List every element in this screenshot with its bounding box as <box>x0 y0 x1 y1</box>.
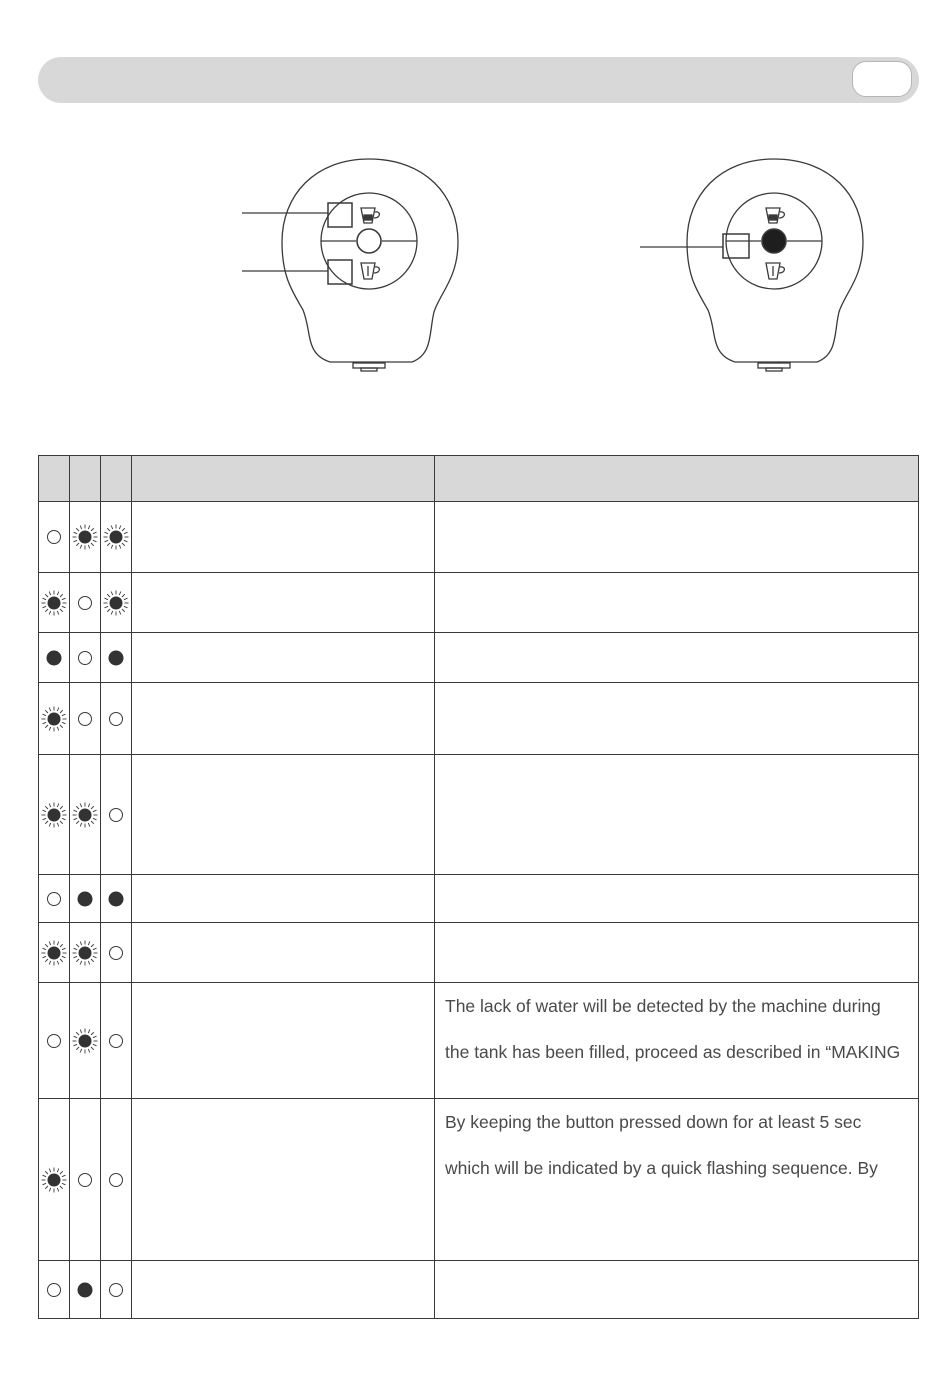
led-flash-icon <box>41 590 67 616</box>
led-off-icon <box>41 1028 67 1054</box>
led-status-table <box>38 455 919 1319</box>
description-cell <box>435 923 919 983</box>
led-on-icon <box>41 645 67 671</box>
led-cell <box>39 683 70 755</box>
table-header-row <box>39 456 919 502</box>
led-flash-icon <box>41 940 67 966</box>
description-cell <box>435 502 919 573</box>
led-off-icon <box>41 524 67 550</box>
led-cell <box>70 1099 101 1261</box>
led-off-icon <box>72 1167 98 1193</box>
state-cell <box>132 1099 435 1261</box>
description-cell <box>435 683 919 755</box>
led-cell <box>101 683 132 755</box>
led-flash-icon <box>103 590 129 616</box>
header-led-1 <box>39 456 70 502</box>
description-line: the tank has been filled, proceed as described in “MAKING <box>445 1042 901 1062</box>
control-panel-diagram-left <box>235 150 475 380</box>
led-cell <box>70 573 101 633</box>
led-off-icon <box>103 940 129 966</box>
led-cell <box>70 923 101 983</box>
header-description <box>435 456 919 502</box>
led-off-icon <box>103 706 129 732</box>
table-row <box>39 1099 919 1261</box>
state-cell <box>132 502 435 573</box>
led-flash-icon <box>72 524 98 550</box>
state-cell <box>132 755 435 875</box>
led-cell <box>70 502 101 573</box>
led-cell <box>101 502 132 573</box>
state-cell <box>132 633 435 683</box>
table-row <box>39 923 919 983</box>
led-off-icon <box>103 1277 129 1303</box>
state-cell <box>132 683 435 755</box>
led-cell <box>101 573 132 633</box>
led-cell <box>70 633 101 683</box>
espresso-cup-icon <box>361 208 379 223</box>
led-cell <box>70 683 101 755</box>
led-off-icon <box>72 706 98 732</box>
led-cell <box>39 755 70 875</box>
led-on-icon <box>103 886 129 912</box>
led-off-icon <box>103 1167 129 1193</box>
led-cell <box>70 875 101 923</box>
led-off-icon <box>72 590 98 616</box>
description-cell <box>435 875 919 923</box>
led-flash-icon <box>41 1167 67 1193</box>
led-cell <box>39 1099 70 1261</box>
table-row <box>39 875 919 923</box>
led-cell <box>39 1261 70 1319</box>
led-flash-icon <box>41 802 67 828</box>
led-cell <box>70 1261 101 1319</box>
led-off-icon <box>41 1277 67 1303</box>
led-cell <box>39 923 70 983</box>
led-off-icon <box>41 886 67 912</box>
led-cell <box>101 875 132 923</box>
header-led-2 <box>70 456 101 502</box>
table-row <box>39 1261 919 1319</box>
led-cell <box>39 573 70 633</box>
led-cell <box>70 755 101 875</box>
led-cell <box>101 983 132 1099</box>
led-cell <box>101 1261 132 1319</box>
state-cell <box>132 1261 435 1319</box>
table-row <box>39 502 919 573</box>
led-cell <box>101 1099 132 1261</box>
header-led-3 <box>101 456 132 502</box>
state-cell <box>132 573 435 633</box>
state-cell <box>132 923 435 983</box>
led-cell <box>101 633 132 683</box>
led-off-icon <box>103 1028 129 1054</box>
led-cell <box>70 983 101 1099</box>
state-cell <box>132 983 435 1099</box>
header-state <box>132 456 435 502</box>
description-cell <box>435 633 919 683</box>
description-cell <box>435 573 919 633</box>
table-row <box>39 633 919 683</box>
led-cell <box>101 923 132 983</box>
description-cell <box>435 1099 919 1261</box>
table-row <box>39 755 919 875</box>
control-panel-diagram-right <box>635 150 875 380</box>
led-off-icon <box>103 802 129 828</box>
description-line: The lack of water will be detected by the machine during <box>445 996 881 1016</box>
led-on-icon <box>103 645 129 671</box>
led-flash-icon <box>72 802 98 828</box>
led-cell <box>39 633 70 683</box>
led-cell <box>101 755 132 875</box>
led-cell <box>39 875 70 923</box>
espresso-cup-icon <box>766 208 784 223</box>
led-off-icon <box>72 645 98 671</box>
page-number-tab <box>852 61 912 97</box>
table-row <box>39 983 919 1099</box>
description-cell <box>435 983 919 1099</box>
led-on-icon <box>72 886 98 912</box>
state-cell <box>132 875 435 923</box>
long-coffee-cup-icon <box>766 263 784 279</box>
description-cell <box>435 1261 919 1319</box>
description-cell <box>435 755 919 875</box>
description-line: which will be indicated by a quick flashing sequence. By <box>445 1158 878 1178</box>
led-flash-icon <box>41 706 67 732</box>
table-row <box>39 573 919 633</box>
table-row <box>39 683 919 755</box>
led-cell <box>39 502 70 573</box>
led-flash-icon <box>72 940 98 966</box>
description-line: By keeping the button pressed down for at least 5 sec <box>445 1112 862 1132</box>
led-flash-icon <box>103 524 129 550</box>
long-coffee-cup-icon <box>361 263 379 279</box>
led-cell <box>39 983 70 1099</box>
led-on-icon <box>72 1277 98 1303</box>
section-header-bar <box>38 57 919 103</box>
led-flash-icon <box>72 1028 98 1054</box>
